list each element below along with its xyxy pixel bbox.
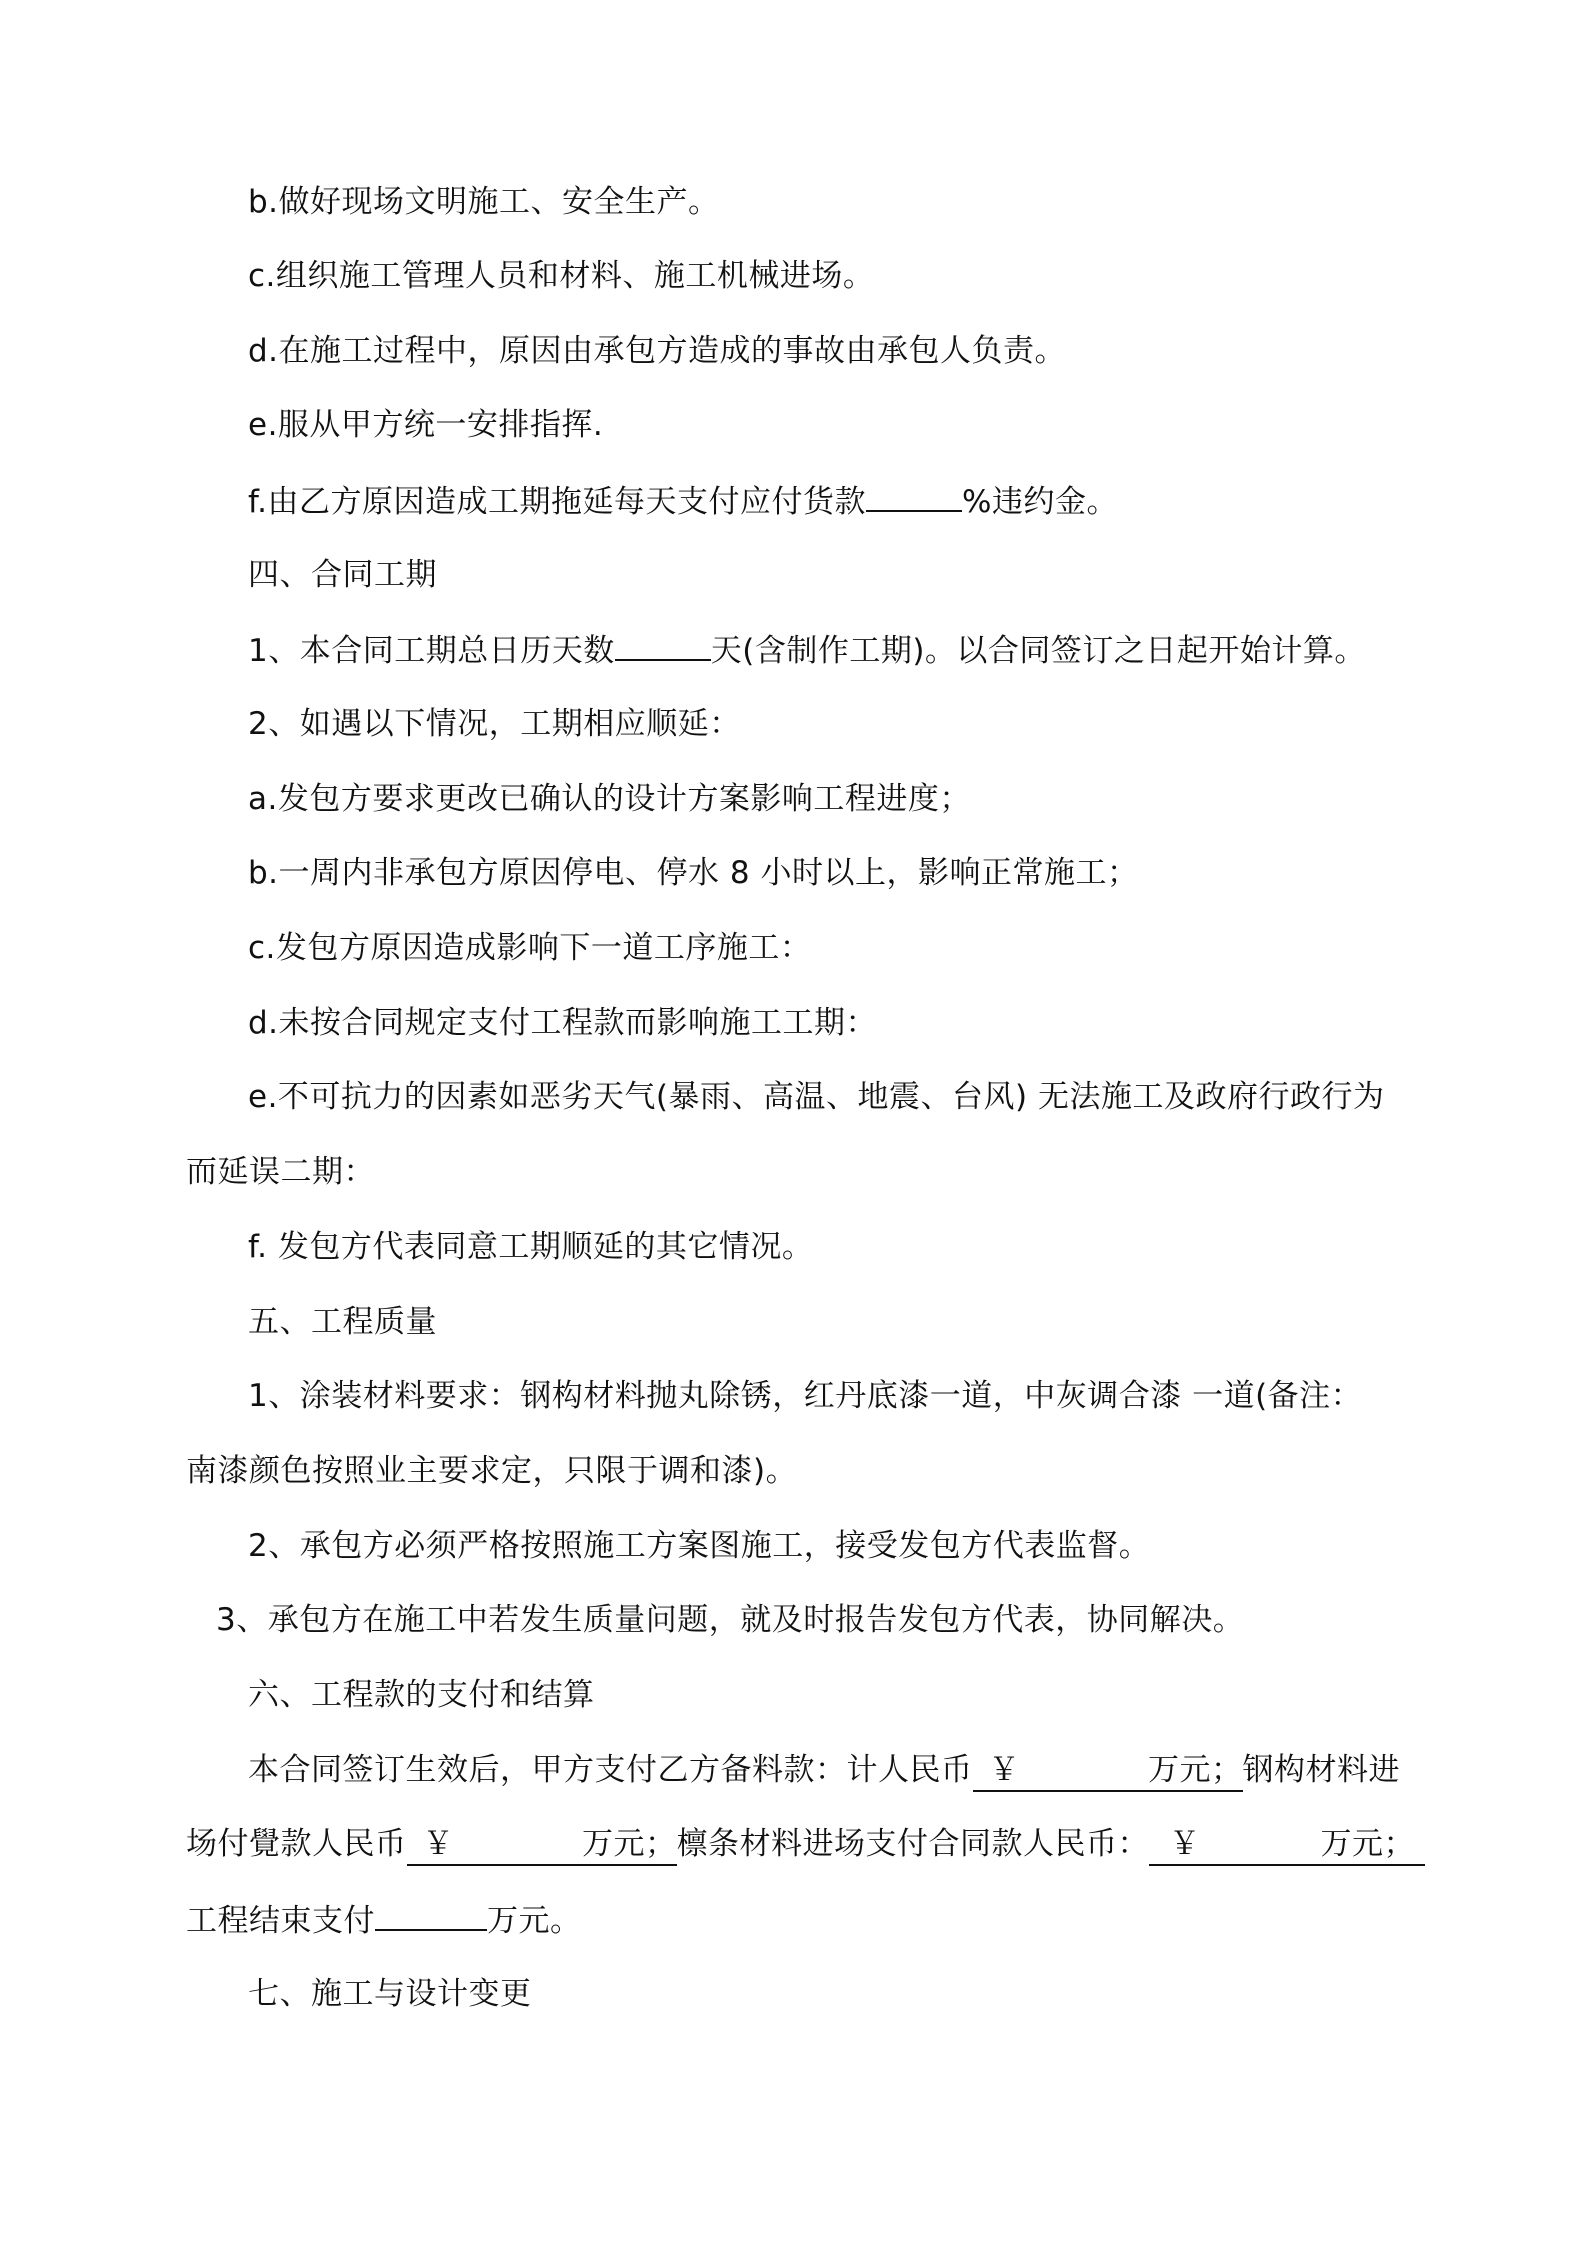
yuan-symbol: ￥	[422, 1826, 454, 1862]
clause-text: 本合同签订生效后，甲方支付乙方备料款：计人民币	[248, 1752, 973, 1788]
clause-text: d.未按合同规定支付工程款而影响施工工期：	[248, 1005, 878, 1041]
clause-text: e.不可抗力的因素如恶劣天气(暴雨、高温、地震、台风) 无法施工及政府行政行为	[248, 1079, 1385, 1115]
advance-amount-field[interactable]	[973, 1752, 1243, 1792]
section-title: 五、工程质量	[248, 1304, 437, 1340]
clause-4-2-f	[248, 1227, 813, 1267]
clause-text: b.一周内非承包方原因停电、停水 8 小时以上，影响正常施工；	[248, 855, 1139, 891]
steel-payment-field[interactable]	[407, 1826, 677, 1866]
clause-4-2-e-continued	[186, 1152, 375, 1192]
penalty-percent-blank[interactable]	[866, 480, 962, 512]
clause-text: f.由乙方原因造成工期拖延每天支付应付货款	[248, 484, 867, 520]
clause-5-3-quality-issues	[216, 1600, 1244, 1640]
clause-f-penalty	[248, 480, 1118, 522]
purlin-payment-field[interactable]	[1149, 1826, 1425, 1866]
clause-text: 檩条材料进场支付合同款人民币：	[676, 1826, 1149, 1862]
clause-text: 钢构材料进	[1242, 1752, 1400, 1788]
final-payment-blank[interactable]	[375, 1899, 487, 1931]
yuan-symbol: ￥	[1169, 1826, 1201, 1862]
clause-text: 天(含制作工期)。以合同签订之日起开始计算。	[710, 633, 1366, 669]
clause-text: e.服从甲方统一安排指挥.	[248, 407, 604, 443]
section-title: 四、合同工期	[248, 557, 437, 593]
clause-6-final-payment	[186, 1899, 582, 1941]
clause-text: c.组织施工管理人员和材料、施工机械进场。	[248, 258, 875, 294]
clause-text: 场付覺款人民币	[186, 1826, 407, 1862]
clause-5-1-coating	[248, 1376, 1362, 1416]
unit-text: 万元。	[487, 1903, 582, 1939]
clause-text: 而延误二期：	[186, 1154, 375, 1190]
yuan-symbol: ￥	[988, 1752, 1020, 1788]
total-days-blank[interactable]	[615, 629, 711, 661]
clause-text: %违约金。	[962, 484, 1118, 520]
clause-6-advance-payment	[248, 1750, 1400, 1790]
clause-text: a.发包方要求更改已确认的设计方案影响工程进度；	[248, 781, 971, 817]
section-7-heading	[248, 1974, 532, 2014]
clause-text: f. 发包方代表同意工期顺延的其它情况。	[248, 1229, 814, 1265]
clause-4-2-e	[248, 1077, 1384, 1117]
section-title: 六、工程款的支付和结算	[248, 1677, 595, 1713]
clause-text: b.做好现场文明施工、安全生产。	[248, 184, 720, 220]
section-6-heading	[248, 1675, 595, 1715]
clause-text: 2、如遇以下情况，工期相应顺延：	[248, 706, 741, 742]
clause-d-accident-liability	[248, 331, 1066, 371]
clause-5-2-follow-plan	[248, 1526, 1150, 1566]
clause-c-personnel-entry	[248, 256, 874, 296]
clause-text: 1、本合同工期总日历天数	[248, 633, 615, 669]
clause-5-1-continued	[186, 1451, 797, 1491]
clause-4-2-c	[248, 928, 811, 968]
clause-text: d.在施工过程中，原因由承包方造成的事故由承包人负责。	[248, 333, 1067, 369]
clause-text: 3、承包方在施工中若发生质量问题，就及时报告发包方代表，协同解决。	[216, 1602, 1245, 1638]
clause-text: 工程结束支付	[186, 1903, 375, 1939]
section-5-heading	[248, 1302, 437, 1342]
clause-text: c.发包方原因造成影响下一道工序施工：	[248, 930, 812, 966]
clause-b-civilized-construction	[248, 182, 720, 222]
clause-text: 1、涂装材料要求：钢构材料抛丸除锈，红丹底漆一道，中灰调合漆 一道(备注：	[248, 1378, 1363, 1414]
section-title: 七、施工与设计变更	[248, 1976, 532, 2012]
clause-4-2-b	[248, 853, 1138, 893]
clause-text: 南漆颜色按照业主要求定，只限于调和漆)。	[186, 1453, 798, 1489]
clause-e-obey-command	[248, 405, 603, 445]
clause-4-2-a	[248, 779, 971, 819]
clause-6-material-payment	[186, 1824, 1425, 1864]
unit-text: 万元；	[582, 1826, 677, 1862]
clause-4-2-extension	[248, 704, 741, 744]
clause-4-2-d	[248, 1003, 877, 1043]
unit-text: 万元；	[1148, 1752, 1243, 1788]
clause-text: 2、承包方必须严格按照施工方案图施工，接受发包方代表监督。	[248, 1528, 1151, 1564]
clause-4-1-total-days	[248, 629, 1366, 671]
section-4-heading	[248, 555, 437, 595]
unit-text: 万元；	[1320, 1826, 1415, 1862]
